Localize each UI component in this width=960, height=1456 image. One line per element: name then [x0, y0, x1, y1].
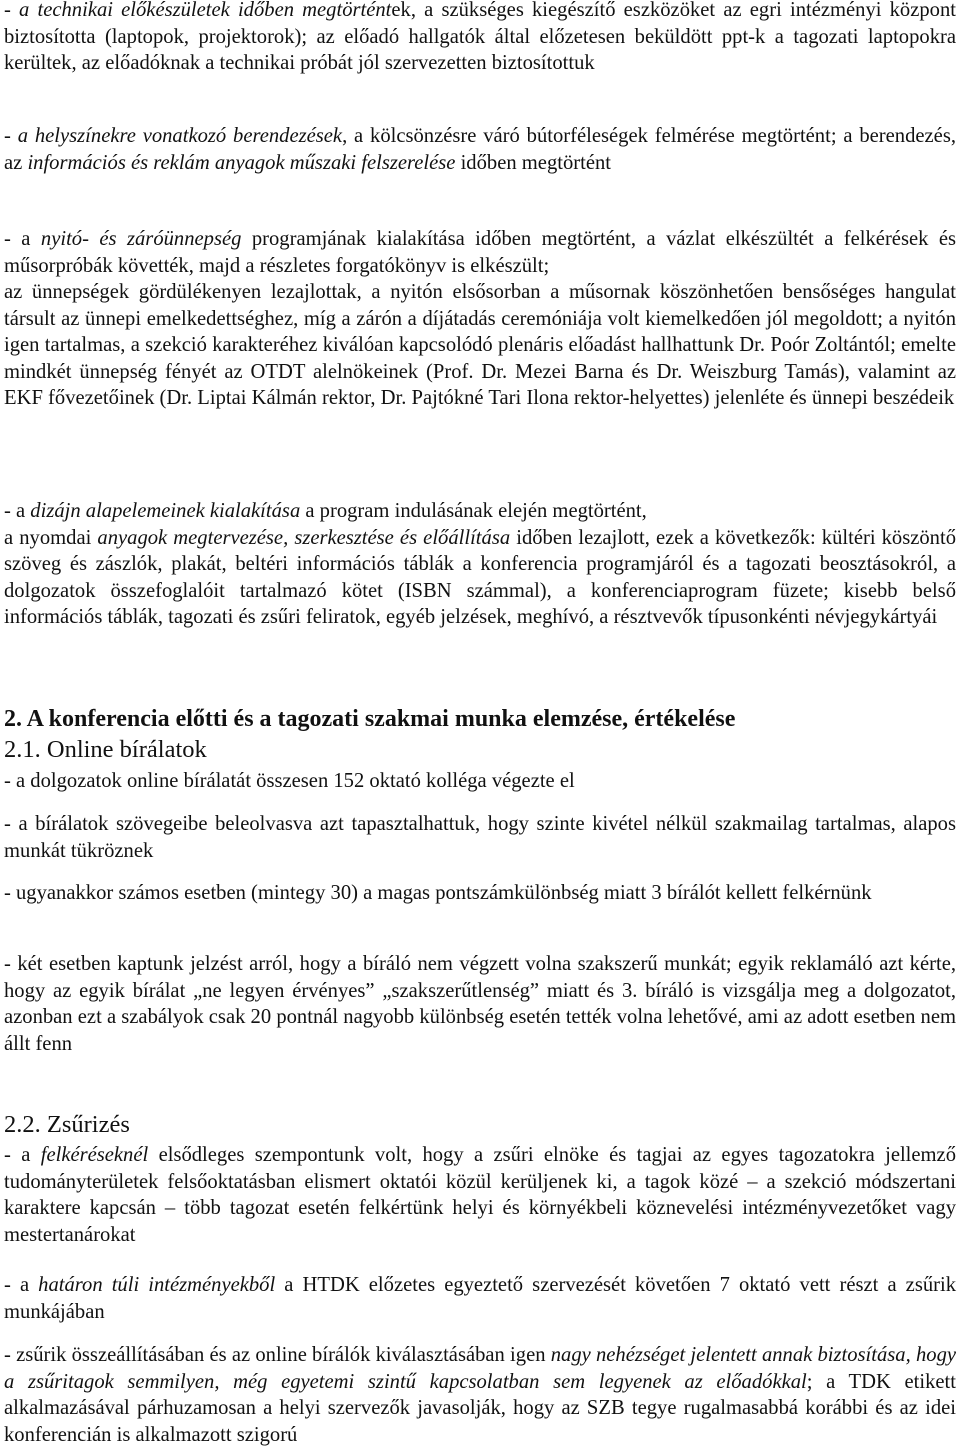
text-run: a nyomdai [4, 526, 98, 549]
text-run: - zsűrik összeállításában és az online bírálók kiválasztásában igen [4, 1344, 551, 1366]
text-run: ek, a szükséges kiegészítő eszközöket az egri intézményi központ biztosította (laptopok, projektorok); az előadó hallgatók által előzetesen beküldött ppt-k a tagozati laptopokra kerültek, az előadóknak a technikai próbát jól szervezetten biztosítottuk [4, 0, 956, 74]
text-run: a HTDK előzetes egyeztető szervezését követően 7 oktató vett részt a zsűrik munkájában [4, 1274, 957, 1323]
paragraph-complaints: - két esetben kaptunk jelzést arról, hogy a bíráló nem végzett volna szakszerű munkát; egyik reklamáló azt kérte, hogy az egyik bírálat „ne legyen érvényes” „szakszerűtlenség” miatt és 3. bíráló is vizsgálja meg a dolgozatot, azonban ezt a szabályok csak 20 pontnál nagyobb különbség esetén tették volna lehetővé, ami az adott esetben nem állt fenn [4, 953, 956, 1055]
text-run: ; a TDK etikett alkalmazásával párhuzamosan a helyi szervezők javasolják, hogy az SZB tegye rugalmasabbá korábbi és az idei konferencián is alkalmazott szigorú [4, 1370, 956, 1446]
italic-run: a helyszínekre vonatkozó berendezések [17, 125, 343, 147]
text-run: programjának kialakítása időben megtörtént, a vázlat elkészültét a felkérések és műsorpróbák követték, majd a részletes forgatókönyv is elkészült; [4, 228, 957, 277]
paragraph-technical-preparations [4, 0, 956, 77]
subsection-heading-2-1: 2.1. Online bírálatok [4, 736, 207, 763]
text-run: - [4, 125, 18, 147]
text-run: - a [4, 500, 31, 522]
paragraph-jury-difficulties [4, 1342, 956, 1448]
paragraph-review-quality: - a bírálatok szövegeibe beleolvasva azt tapasztalhattuk, hogy szinte kivétel nélkül szakmailag tartalmas, alapos munkát tükröznek [4, 813, 956, 862]
italic-run: a technikai előkészületek időben megtörtént [19, 0, 392, 21]
italic-run: információs és reklám anyagok műszaki felszerelése [27, 151, 456, 174]
italic-run: anyagok megtervezése, szerkesztése és előállítása [97, 526, 511, 549]
paragraph-third-reviewer: - ugyanakkor számos esetben (mintegy 30) a magas pontszámkülönbség miatt 3 bírálót kellett felkérnünk [4, 882, 872, 904]
italic-run: felkéréseknél [40, 1144, 149, 1166]
paragraph-online-reviews-count: - a dolgozatok online bírálatát összesen 152 oktató kolléga végezte el [4, 770, 575, 792]
text-run: időben lezajlott, ezek a következők: kültéri köszöntő szöveg és zászlók, plakát, beltéri információs táblák a konferencia programjáról és a tagozati beosztásokról, a dolgozatok összefoglalóit tartalmazó kötet (ISBN számmal), a konferenciaprogram füzete; kisebb belső információs táblák, tagozati és zsűri feliratok, egyéb jelzések, meghívó, a résztvevők típusonkénti névjegykártyái [4, 526, 956, 628]
paragraph-design [4, 498, 956, 631]
text-run: - a [4, 1274, 39, 1296]
text-run: - a [4, 1144, 41, 1166]
section-heading-2: 2. A konferencia előtti és a tagozati szakmai munka elemzése, értékelése [4, 706, 736, 732]
text-run: a program indulásának elején megtörtént, [300, 500, 647, 522]
paragraph-venue-equipment [4, 123, 956, 176]
text-run: időben megtörtént [455, 151, 611, 174]
text-run: , a kölcsönzésre váró bútorféleségek felmérése megtörtént; a berendezés, az [4, 125, 956, 174]
text-run: az ünnepségek gördülékenyen lezajlottak, a nyitón elsősorban a műsornak köszönhetően bensőséges hangulat társult az ünnepi emelkedettséghez, míg a zárón a díjátadás ceremóniája volt kiemelkedően jól megoldott; a nyitón igen tartalmas, a szekció karakteréhez kiválóan kapcsolódó plenáris előadást hallhattunk Dr. Poór Zoltántól; emelte mindkét ünnepség fényét az OTDT alelnökeinek (Prof. Dr. Mezei Barna és Dr. Weiszburg Tamás), valamint az EKF fővezetőinek (Dr. Liptai Kálmán rektor, Dr. Pajtókné Tari Ilona rektor-helyettes) jelenléte és ünnepi beszédeik [4, 281, 956, 409]
italic-run: határon túli intézményekből [38, 1274, 276, 1296]
italic-run: nyitó- és záróünnepség [40, 228, 242, 250]
paragraph-jury-invitations [4, 1142, 956, 1248]
text-run: elsődleges szempontunk volt, hogy a zsűri elnöke és tagjai az egyes tagozatokra jellemző tudományterületek felsőoktatásban elismert oktatói közül kerüljenek ki, a tagok közé – a szekció módszertani karaktere kapcsán – több tagozat esetén felkértünk helyi és környékbeli köznevelési intézményvezetőket vagy mestertanárokat [4, 1144, 956, 1246]
text-run: - [4, 0, 20, 21]
paragraph-cross-border [4, 1272, 956, 1325]
italic-run: dizájn alapelemeinek kialakítása [30, 500, 301, 522]
italic-run: nagy nehézséget jelentett annak biztosítása, hogy a zsűritagok semmilyen, még egyetemi szintű kapcsolatban sem legyenek az előadókkal [4, 1344, 957, 1393]
paragraph-ceremonies [4, 226, 956, 412]
text-run: - a [4, 228, 41, 250]
subsection-heading-2-2: 2.2. Zsűrizés [4, 1111, 130, 1138]
